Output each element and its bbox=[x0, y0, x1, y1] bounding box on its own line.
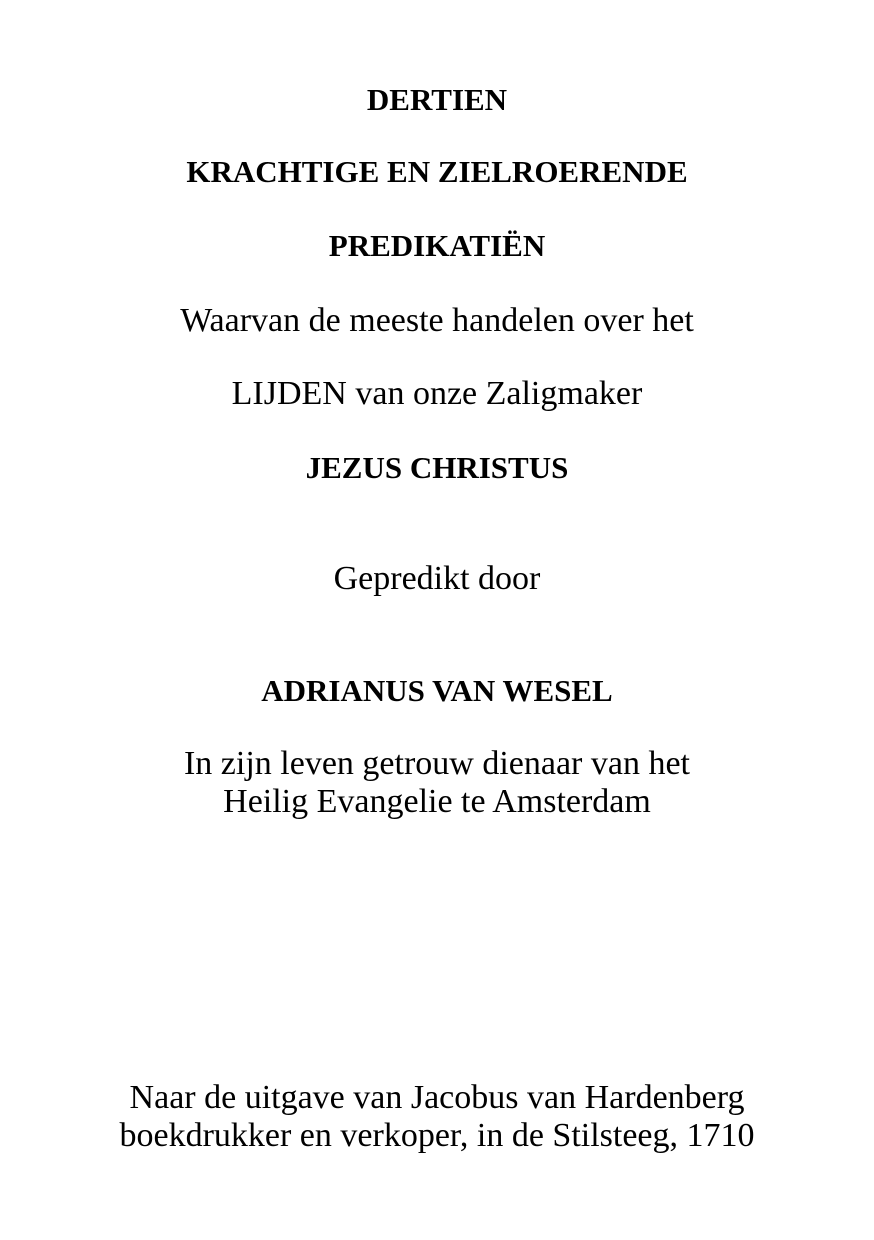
title-line-2: KRACHTIGE EN ZIELROERENDE bbox=[186, 154, 688, 189]
author-role-line-1: In zijn leven getrouw dienaar van het bbox=[183, 745, 690, 782]
subtitle-line-2: LIJDEN van onze Zaligmaker bbox=[231, 375, 643, 412]
author-name: ADRIANUS VAN WESEL bbox=[261, 673, 613, 708]
subtitle-line-1: Waarvan de meeste handelen over het bbox=[180, 302, 694, 339]
author-role-line-2: Heilig Evangelie te Amsterdam bbox=[223, 783, 651, 820]
title-line-1: DERTIEN bbox=[366, 82, 508, 117]
subject-name: JEZUS CHRISTUS bbox=[305, 450, 569, 485]
imprint-line-2: boekdrukker en verkoper, in de Stilsteeg, 1710 bbox=[119, 1117, 755, 1154]
imprint-line-1: Naar de uitgave van Jacobus van Hardenberg bbox=[129, 1079, 745, 1116]
title-line-3: PREDIKATIËN bbox=[328, 228, 546, 263]
preacher-intro: Gepredikt door bbox=[333, 560, 541, 597]
